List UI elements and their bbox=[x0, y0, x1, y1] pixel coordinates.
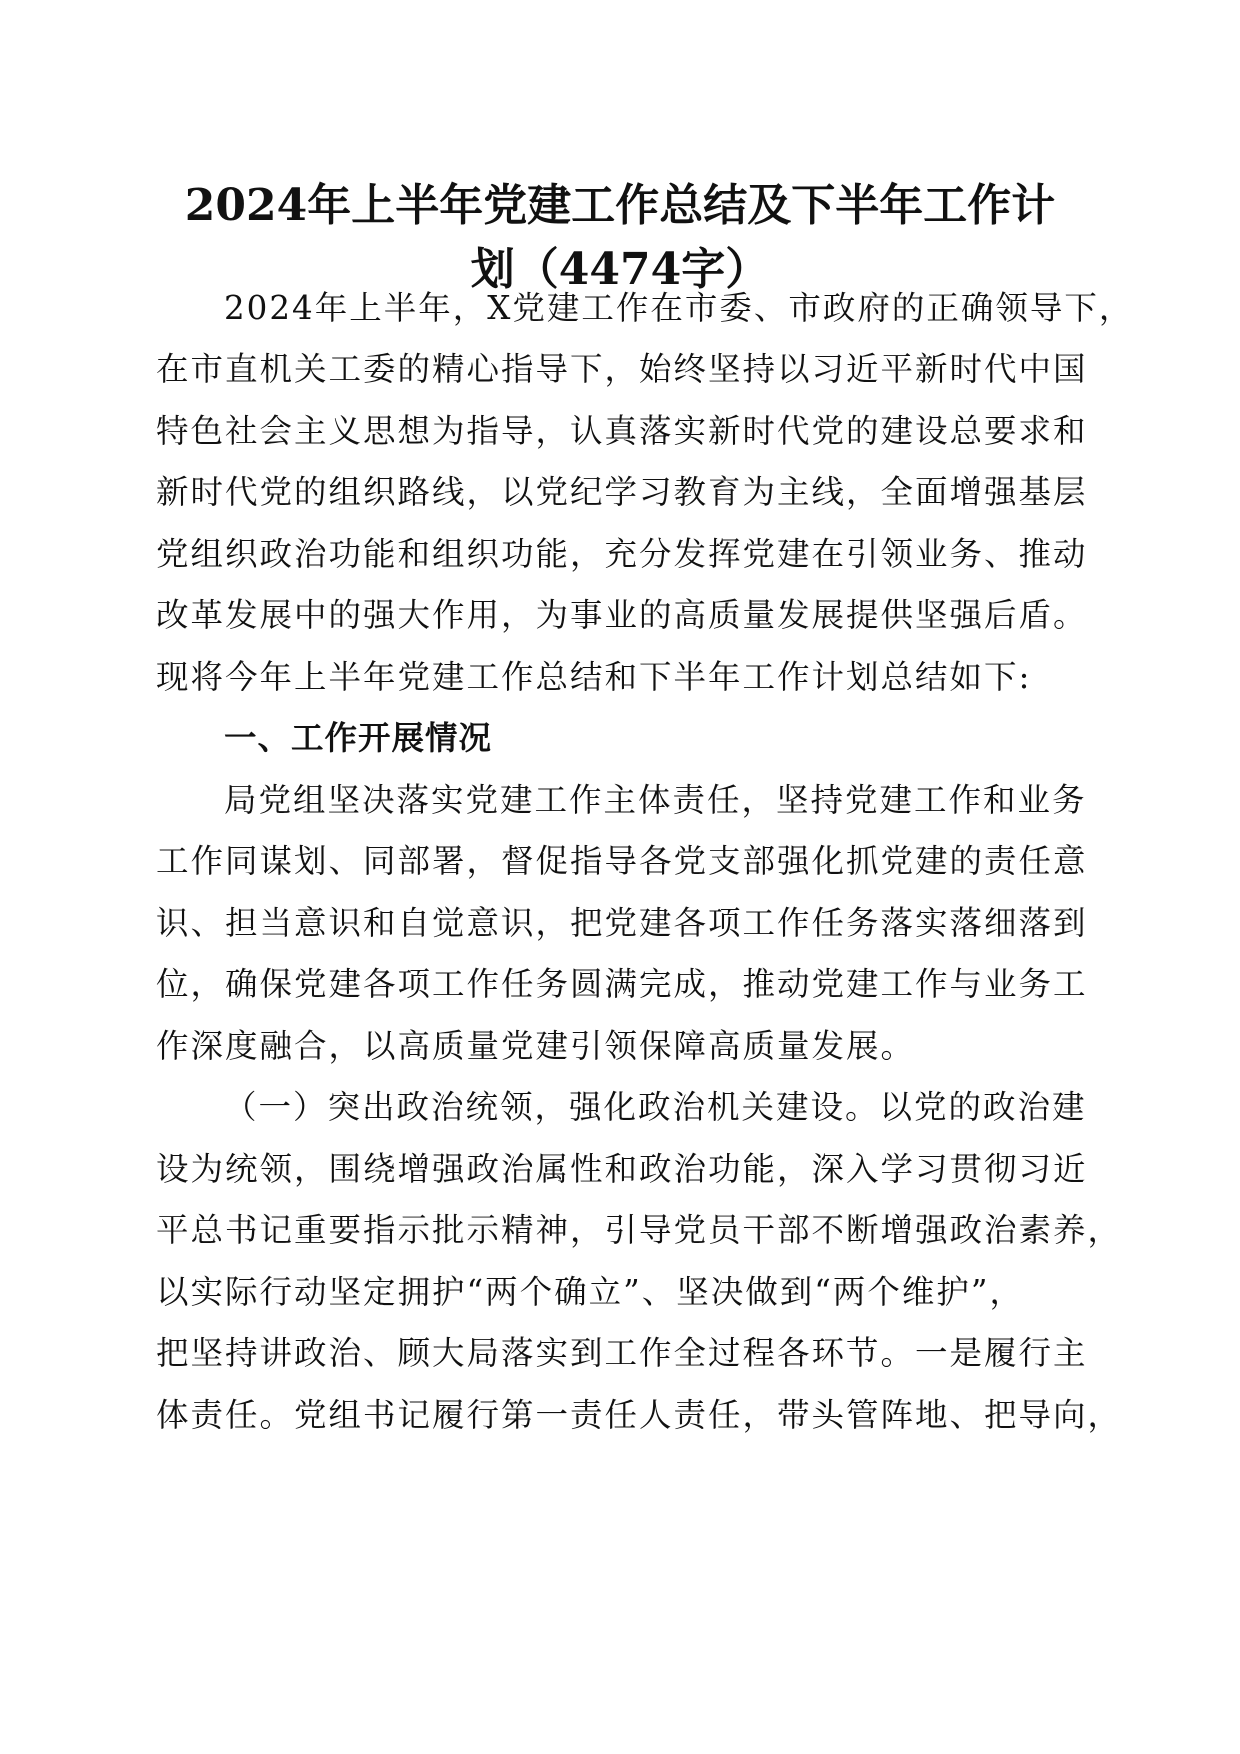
body-text-line: 以实际行动坚定拥护“两个确立”、坚决做到“两个维护”， bbox=[156, 1273, 1024, 1311]
body-text-line: 改革发展中的强大作用，为事业的高质量发展提供坚强后盾。 bbox=[156, 596, 1088, 634]
section-heading: 一、工作开展情况 bbox=[224, 719, 493, 757]
body-text-line: 作深度融合，以高质量党建引领保障高质量发展。 bbox=[156, 1027, 916, 1065]
body-text-line: 平总书记重要指示批示精神，引导党员干部不断增强政治素养， bbox=[156, 1211, 1123, 1249]
subsection-line: （一）突出政治统领，强化政治机关建设。以党的政治建 bbox=[224, 1088, 1087, 1126]
body-text-line: 现将今年上半年党建工作总结和下半年工作计划总结如下: bbox=[156, 658, 1032, 696]
body-text-line: 局党组坚决落实党建工作主体责任，坚持党建工作和业务 bbox=[224, 781, 1087, 819]
body-text-line: 特色社会主义思想为指导，认真落实新时代党的建设总要求和 bbox=[156, 412, 1088, 450]
body-text-line: 在市直机关工委的精心指导下，始终坚持以习近平新时代中国 bbox=[156, 350, 1088, 388]
body-text-line: 2024年上半年，X党建工作在市委、市政府的正确领导下， bbox=[224, 289, 1134, 327]
body-text-line: 位，确保党建各项工作任务圆满完成，推动党建工作与业务工 bbox=[156, 965, 1088, 1003]
body-text-line: 工作同谋划、同部署，督促指导各党支部强化抓党建的责任意 bbox=[156, 842, 1088, 880]
body-text-line: 把坚持讲政治、顾大局落实到工作全过程各环节。一是履行主 bbox=[156, 1334, 1088, 1372]
body-text-line: 党组织政治功能和组织功能，充分发挥党建在引领业务、推动 bbox=[156, 535, 1088, 573]
body-text-line: 体责任。党组书记履行第一责任人责任，带头管阵地、把导向， bbox=[156, 1396, 1123, 1434]
document-title-line-1: 2024年上半年党建工作总结及下半年工作计 bbox=[184, 180, 1056, 231]
body-text-line: 设为统领，围绕增强政治属性和政治功能，深入学习贯彻习近 bbox=[156, 1150, 1088, 1188]
document-title-line-2: 划（4474字） bbox=[470, 244, 770, 295]
body-text-line: 新时代党的组织路线，以党纪学习教育为主线，全面增强基层 bbox=[156, 473, 1088, 511]
body-text-line: 识、担当意识和自觉意识，把党建各项工作任务落实落细落到 bbox=[156, 904, 1088, 942]
